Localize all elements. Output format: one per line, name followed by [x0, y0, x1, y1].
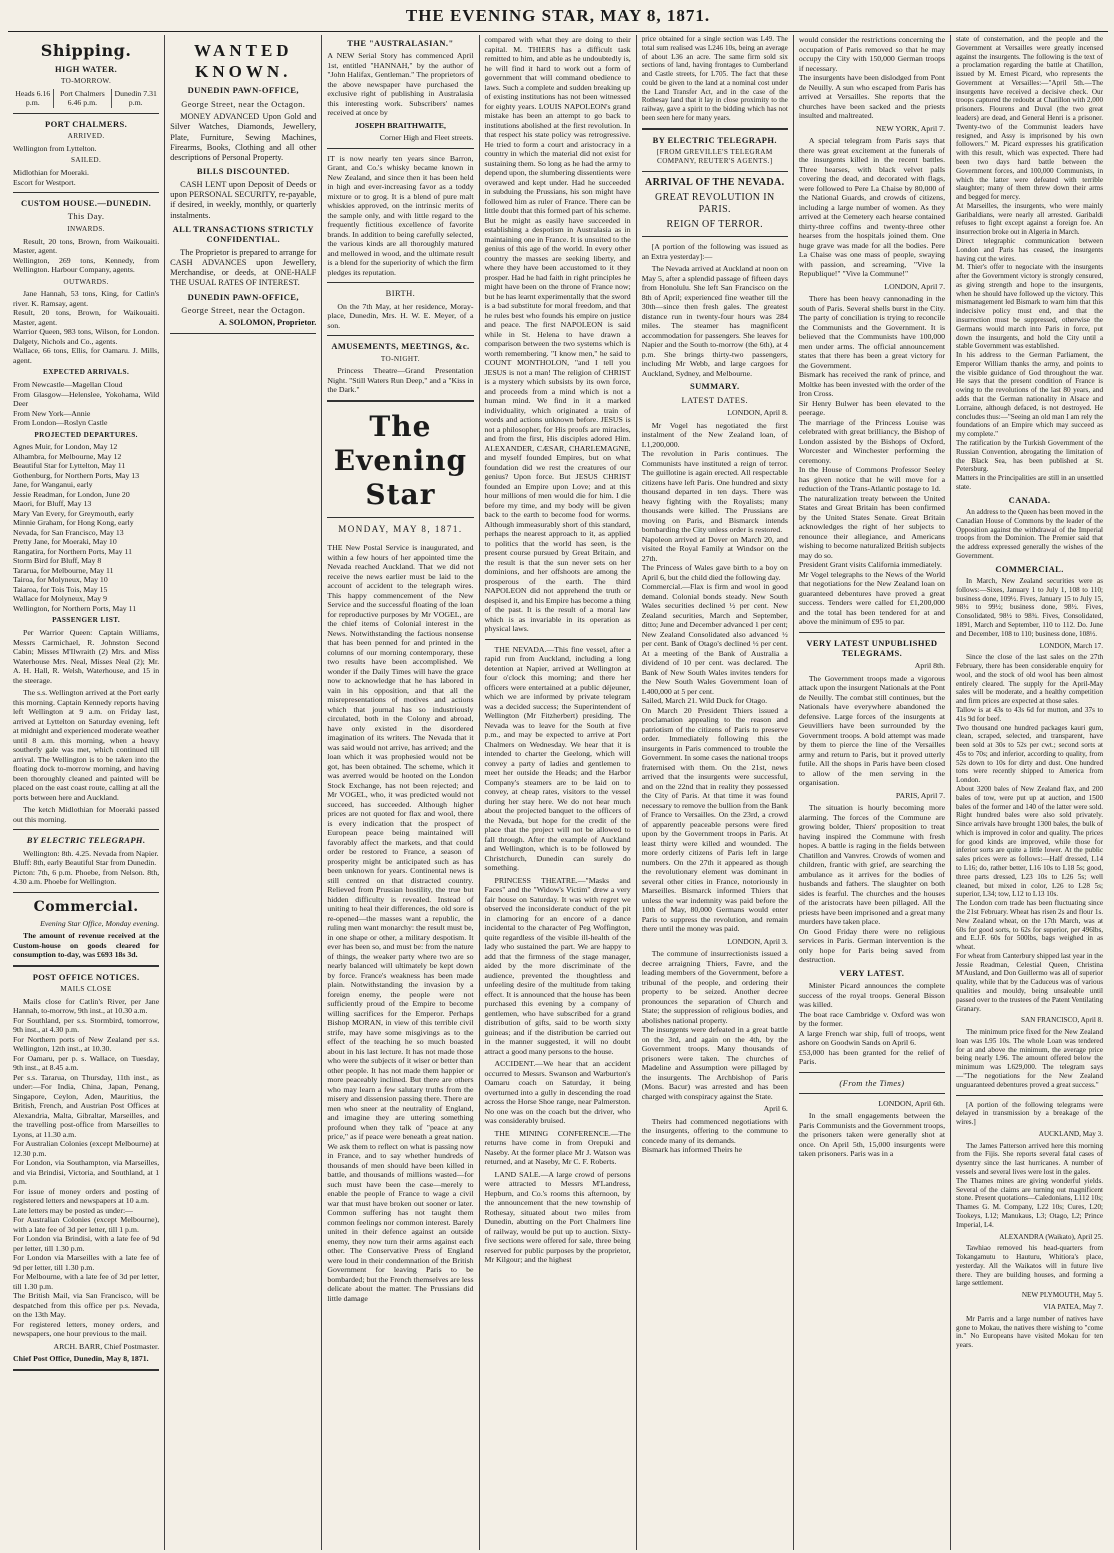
- pawn-address-2: George Street, near the Octagon.: [181, 304, 306, 315]
- leader-text: THE New Postal Service is inaugurated, and within a few hours of her appointed time the Nevada reached Auckland. That we did not receive the news earlier must be laid to the account of accident to the telegraph wires. This happy commencement of the New Service and the successful floating of the loan for reproductive purposes by Mr VOGEL, are the chief items of Colonial interest in the News. Notwithstanding the factious nonsense that has been penned for and printed in the columns of our morning contemporary, these two results have been accomplished. We wonder if the Daily Times will have the grace now to acknowledge that he has labored in vain in his opposition, and that all the misrepresentations of motives and actions which that journal has so industriously circulated, both in the Colony and abroad, have only existed in the disordered imagination of its writers. The Nevada that it was said would not arrive, has arrived; and the loan which it was prophesied would not be got, has been obtained. The scheme, which it was averred would be hooted on the London Stock Exchange, has not been rejected; and Mr VOGEL, who, it was predicted would not succeed, has succeeded. Although higher prices are not quoted for flax and wool, there is every indication that the prospect of European peace being maintained will favorably affect the markets, and that could order be restored to France, a season of prosperity might be anticipated such as has been unknown for years. Continental news is still centred on that distracted country. Relieved from Prussian hostility, the true but hidden difficulty is revealed. Instead of uniting to heal their differences, the old sore is re-opened—the masses want a republic, the ruling men want monarchy: the result must be, in one shape or other, a military despotism. It ever has been so, and must be: from the nature of things, the weaker party where two are so nearly balanced will ultimately be kept down by force. France's weakness has been made plain. Notwithstanding the invasion by a foreign enemy, the people were not sufficiently proud of the Empire to become willing sacrifices for the Emperor. Perhaps Bishop MORAN, in view of this terrible civil strife, may have some misgivings as to the effect of the teaching he so much boasted about in his last lecture. It has not made those who were the subjects of it wiser or better than other people. It has not made them happier or more peaceably inclined. But there are others who may learn a few salutary truths from the misery and dissension passing there. There are men who sneer at the neutrality of England, and imagine they are uttering something profound when they talk of "peace at any price," as if peace were beneath a great nation. We ask them to reflect on what is passing now in France, and to say whether hundreds of thousands of men should have been killed in battle, and thousands of millions wasted—for such must have been the case—merely to enable the people of France to wage a civil war that must have broken out sooner or later. Common suffering has not taught them common feelings nor common interest. Barely united in their defence against an outside enemy, they now turn their arms against each other. The Conservative Press of England were loud in their condemnation of the British Government for leaving Paris to be bombarded; but the French themselves are less delicate about the matter. The Prussians did little damage: [327, 543, 474, 1303]
- commercial-heading-2: COMMERCIAL.: [995, 563, 1064, 574]
- mails-close: MAILS CLOSE: [60, 985, 112, 993]
- from-times: (From the Times): [839, 1077, 905, 1088]
- australasian-title: THE "AUSTRALASIAN.": [347, 38, 454, 48]
- canada-text: An address to the Queen has been moved in the Canadian House of Commons by the leader of the Opposition against the withdrawal of the Imperial troops from the Dominion. The Premier said that the address expressed generally the wishes of the Government.: [956, 507, 1104, 560]
- telegraph-sub: [FROM GREVILLE'S TELEGRAM COMPANY, REUTER'S AGENTS.]: [656, 148, 773, 165]
- auckland-dateline: AUCKLAND, May 3.: [1038, 1129, 1104, 1138]
- pawn-address: George Street, near the Octagon.: [181, 98, 306, 109]
- canada-heading: CANADA.: [1008, 494, 1051, 505]
- wellington-text: The s.s. Wellington arrived at the Port early this morning. Captain Kennedy reports having left Wellington at 9 a.m. on Friday last, arrived at Lyttelton on Saturday evening, left at midnight and experienced moderate weather until 8 a.m. this morning, when a heavy southerly gale was met, which continued till arrival. The Wellington is to be taken into the floating dock to-morrow morning, and having been thoroughly cleaned and painted will be placed on the east coast route, calling at all the ports between here and Auckland.: [13, 688, 160, 802]
- hw-cell-port: Port Chalmers 6.46 p.m.: [53, 89, 112, 108]
- revolution-heading: GREAT REVOLUTION IN PARIS.: [654, 191, 775, 216]
- passenger-heading: PASSENGER LIST.: [52, 616, 121, 625]
- leader-continued: compared with what they are doing to their capital. M. THIERS has a difficult task remitted to him, and able as he undoubtedly is, he will find it hard to work out a form of government that will command obedience to laws. Such a complete and sudden breaking up of existing institutions has not been witnessed for eighty years. LOUIS NAPOLEON's grand mistake has been an attempt to go back to institutions abolished at the first revolution. In that respect his state policy was retrogressive. He tried to form a court and aristocracy in a country in which the material did not exist for sustaining them. So long as he had the army to depend upon, the slumbering dissentients were overawed and kept under. Had he succeeded in subduing the Prussians, his son might have followed him as ruler of France. There can be little doubt that this formed part of his scheme. But he might as easily have succeeded in establishing a despotism in Australasia as in maintaining one in France. It is unsuited to the genius of this age of the world. In every other country the masses are seeking liberty, and where they have been accustomed to it they prosper. Had he had faith in right principles he might have been on the throne of France now; but he has learnt experimentally that the sword is a bad substitute for moral freedom, and that he rules best who founds his empire on justice and peace. The first NAPOLEON is said while in St. Helena to have drawn a comparison between the two systems which is worth remembering. "I know men," he said to COUNT MONTHOLON, "and I tell you JESUS is not a man! The religion of CHRIST is a mystery which subsists by its own force, and proceeds from a mind which is not a human mind. We find in it a marked individuality, which originated a train of words and actions unknown before. JESUS is not a philosopher, for His proofs are miracles, and from the first, His disciples adored Him. ALEXANDER, CÆSAR, CHARLEMAGNE, and myself founded Empires, but on what foundation did we rest the creatures of our genius? Upon force. But JESUS CHRIST founded an Empire upon Love; and at this hour millions of men would die for him. I die before my time, and my body will be given back to the earth to become food for worms. Although immeasurably short of this standard, perhaps the nearest approach to it, as applied to politics that the world has seen, is the present course pursued by Great Britain, and the result is that the sun never sets on her dominions, and her offshoots are among the prosperous of the earth. The third NAPOLEON did not apprehend the truth or despised it, and his Empire has become a thing of the past. It is the result of a moral law which is as invariable in its operation as physical laws.: [484, 35, 631, 633]
- proprietor-text: The Proprietor is prepared to arrange for CASH ADVANCES upon Jewellery, Merchandise, or deeds, at ONE-HALF THE USUAL RATES OF INTEREST.: [170, 247, 317, 288]
- projected-heading: PROJECTED DEPARTURES.: [34, 430, 138, 439]
- san-francisco-text: The minimum price fixed for the New Zealand loan was L95 10s. The whole Loan was tendered for at and above the minimum, the average price being nearly L96. The amount offered below the minimum was L629,000. The telegram says—"The negotiations for the New Zealand unguaranteed debentures proved a great success.": [956, 1028, 1104, 1089]
- post-signature: ARCH. BARR, Chief Postmaster.: [53, 1341, 160, 1351]
- post-office-date: Chief Post Office, Dunedin, May 8, 1871.: [13, 1354, 149, 1364]
- cash-lent: CASH LENT upon Deposit of Deeds or upon PERSONAL SECURITY, re-payable, if desired, in weekly, monthly, or quarterly instalments.: [170, 179, 317, 220]
- inwards-label: INWARDS.: [67, 224, 105, 233]
- commercial-heading: Commercial.: [33, 898, 139, 915]
- post-heading: POST OFFICE NOTICES.: [32, 971, 140, 982]
- column-7: [951, 35, 1108, 1550]
- april-8-dateline: April 8th.: [914, 661, 946, 671]
- shipping-heading: Shipping.: [40, 41, 132, 60]
- via-patea-dateline: VIA PATEA, May 7.: [1043, 1302, 1104, 1311]
- amusements-heading: AMUSEMENTS, MEETINGS, &c.: [331, 341, 470, 352]
- newspaper-flag: The Evening Star: [333, 409, 468, 512]
- pawn-text: MONEY ADVANCED Upon Gold and Silver Watches, Diamonds, Jewellery, Plate, Furniture, Sewing Machines, Firearms, Books, Clothing and all other descriptions of Personal Property.: [170, 112, 317, 163]
- london-17-text: Since the close of the last sales on the 27th February, there has been considerable enquiry for wool, and the stock of old wool has been almost entirely cleared. The supply for the April-May sales will be moderate, and a healthy competition and firm prices are expected at those sales. Tallow is at 43s to 43s 6d for mutton, and 37s to 41s 9d for beef. Two thousand one hundred packages kauri gum, clean, scraped, selected, and transparent, have been sold at 30s to 52s per cwt.; second sorts at 45s to 70s; and inferior, according to quality, from 52s down to 10s for dirty and dust. One hundred tons were recently shipped to America from London. About 3200 bales of New Zealand flax, and 200 bales of tow, were put up at auction, and 1500 bales of the former and 140 of the latter were sold. Right hundred bales were also sold privately. Since arrivals have brought 1300 bales, the bulk of which is improved in color and quality. The prices for good kinds are improved, while those for inferior sorts are quite a little lower. At the public sales prices were as follows:—Half dressed, L14 to L16; do, rather better, L16 10s to L18 5s; good, three parts dressed, L23 10s to L26 5s; well cleaned, but mixed in color, L26 to L28 5s; superior, L34; tow, L12 to L13 10s. The London corn trade has been fluctuating since the 21st February. Wheat has risen 2s and flour 1s. New Zealand wheat, on the 17th March, was at 60s for good sorts, to 62s for superior, per 496lbs, and E.J.F. 60s for 500lbs, bags weighed in as wheat. For wheat from Canterbury shipped last year in the Jessie Readman, Celestial Queen, Christina M'Ausland, and Don Guillermo was all of superior quality, while that by the Caduceus was of various qualities and mouldy, being unsaleable until passed over to the trustees of the Patent Ventilating Granary.: [956, 653, 1104, 1013]
- tonight-label: TO-NIGHT.: [380, 354, 420, 363]
- april-6-text: Theirs had commenced negotiations with the insurgents, offering to the commune to concede many of its demands. Bismark has informed Theirs he: [641, 1116, 788, 1155]
- expected-text: From Newcastle—Magellan Cloud From Glasgow—Helenslee, Yokohama, Wild Deer From New York—Annie From London—Roslyn Castle: [13, 380, 160, 428]
- expected-heading: EXPECTED ARRIVALS.: [43, 368, 130, 377]
- extra-note: [A portion of the following was issued as an Extra yesterday]:—: [641, 242, 788, 261]
- amusements-text: Princess Theatre—Grand Presentation Night. "Still Waters Run Deep," and a "Kiss in the Dark.": [327, 366, 474, 395]
- latest-dates: LATEST DATES.: [681, 394, 748, 405]
- birth-heading: BIRTH.: [385, 288, 416, 299]
- high-water-title: HIGH WATER.: [54, 63, 118, 74]
- commercial-text: The amount of revenue received at the Custom-house on goods cleared for consumption to-day, was £693 18s 3d.: [13, 931, 160, 960]
- paris-7-text: The situation is hourly becoming more alarming. The forces of the Commune are growing bolder, Thiers' proposition to treat having inspired the Commune with fresh hopes. A battle is raging in the fields between Chatillon and Vanvres. Crowds of women and children, frantic with grief, are searching the ambulance as it arrives for the bodies of husbands and fathers. The slaughter on both sides is fearful. The churches and the houses of the aristocrats have been pillaged. All the priests have been imprisoned and a great many murders have taken place. On Good Friday there were no religious services in Paris. German intervention is the only hope for Paris being saved from destruction.: [798, 803, 946, 965]
- commercial-text-2: In March, New Zealand securities were as follows:—Sixes, January 1 to July 1, 108 to 110; business done, 109½. Fives, January 15 to July 15, 98½ to 99½; business done, 98½. Fives, Consolidated, 98½ to 98¾. Fives, Consolidated, 1891, March and September, 110 to 112. Do. June and December, 108 to 110; business done, 108½.: [956, 577, 1104, 638]
- inwards-text: Result, 20 tons, Brown, from Waikouaiti. Master, agent. Wellington, 269 tons, Kennedy, from Wellington. Harbour Company, agents.: [13, 236, 160, 275]
- hw-cell-dunedin: Dunedin 7.31 p.m.: [114, 88, 157, 108]
- new-plymouth-dateline: NEW PLYMOUTH, May 5.: [1021, 1291, 1104, 1300]
- col7-opening: state of consternation, and the people and the Government at Versailles were greatly incensed against the insurgents. The following is the text of a proclamation regarding the battle at Chatillon, issued by M. Ernest Picard, who represents the Government at Versailles:—"April 5th.—The insurgents have received a decisive check. Our troops captured the redoubt at Chatillon with 2,000 prisoners. Flourens and Duval (the two great leaders) are dead, and General Henri is a prisoner. Twenty-two of the Communist leaders have resigned, and Assy is imprisoned by his own followers." M. Picard expresses his gratification with this result, which was expected. There had been two days hard battle between the Government forces, and 100,000 Communists, in which the latter were defeated with terrible slaughter; many of them threw down their arms and begged for mercy. At Marseilles, the insurgents, who were mainly Garibaldians, were nearly all arrested. Garibaldi refuses to fight except against a foreign foe. An insurrection broke out in Algeria in March. Direct telegraphic communication between London and Paris has ceased, the insurgents having cut the wires. M. Thier's offer to negociate with the insurgents after the Government victory is strongly censured, as giving strength and hope to the insurgents, when he should have followed up the victory. This mismanagement led Bismark to warn him that this indecisive policy must end, and that the insurrection must be suppressed, otherwise the Germans would march into Paris in force, put down the insurgents, and hold the City until a stable Government was established. In his address to the German Parliament, the Emperor William thanks the army, and points to the visible guidance of God throughout the war. He says that the present condition of France is owing to the revolutions of the last 80 years, and adds that the German nationality in Alsace and Lorraine, although defaced, is not destroyed. He concludes thus:—"Seeing an old man I am rely the foundations of an Empire which may succeed as my complete." The ratification by the Turkish Government of the Russian Convention, abrogating the limitation of the Black Sea, has been published at St. Petersburg. Matters in the Principalities are still in an unsettled state.: [956, 35, 1104, 491]
- high-water-sub: TO-MORROW.: [61, 76, 112, 85]
- telegraph-heading: BY ELECTRIC TELEGRAPH.: [26, 835, 146, 846]
- very-latest-heading: VERY LATEST.: [839, 967, 905, 978]
- london-6-dateline: LONDON, April 6th.: [878, 1098, 946, 1108]
- high-water-table: [13, 89, 159, 108]
- arrived-label: ARRIVED.: [67, 132, 105, 141]
- column-1: [8, 35, 165, 1550]
- col6-opening: would consider the restrictions concerning the occupation of Paris removed so that he may occupy the City with 150,000 German troops if necessary. The insurgents have been dislodged from Pont de Neuilly. A sun who escaped from Paris has arrived at Versailles. She reports that the churches have been sacked and the priests insulted and maltreated.: [798, 35, 946, 120]
- new-york-text: A special telegram from Paris says that there was great excitement at the funerals of the insurgents killed in the recent battles. Three hearses, with black velvet palls covering the dead, and decorated with flags, were followed to Pere La Chaise by 80,000 of the National Guards, and crowds of citizens, including a large number of women. As they arrived at the Cemetery each hearse contained thirty-three coffins and twenty-three other hearses from the hospitals joined them. One huge grave was made for all the bodies. Pere La Chaise was one mass of people, swaying with passion, and screaming, "Vive la Republique!" "Vive la Commune!": [798, 136, 946, 278]
- australasian-text: A NEW Serial Story has commenced April 1st, entitled "HANNAH," by the author of "John Halifax, Gentleman." The proprietors of the above newspaper have purchased the exclusive right of publishing in Australasia this interesting work. Subscribers' names received at once by: [327, 51, 474, 118]
- sailed-text: Midlothian for Moeraki. Escort for Westport.: [13, 168, 90, 187]
- commercial-sub: Evening Star Office, Monday evening.: [40, 918, 160, 928]
- portion-note: [A portion of the following telegrams were delayed in transmission by a breakage of the wires.]: [956, 1100, 1104, 1127]
- birth-text: On the 7th May, at her residence, Moray-place, Dunedin, Mrs. H. W. E. Meyer, of a son.: [327, 301, 474, 330]
- accident-para: ACCIDENT.—We hear that an accident occurred to Messrs. Swanson and Warburton's Oamaru coach on Saturday, it being overturned into a gully in descending the road across the Horse Shoe range, near Palmerston. No one was on the coach but the driver, who was considerably bruised.: [484, 1059, 631, 1125]
- port-title: PORT CHALMERS.: [45, 118, 128, 129]
- australasian-address: Corner High and Fleet streets.: [379, 133, 474, 143]
- column-4: [480, 35, 637, 1550]
- landsale-para: LAND SALE.—A large crowd of persons were attracted to Messrs M'Landress, Hepburn, and Co.'s rooms this afternoon, by the announcement that the new township of Rothesay, situated about two miles from Dunedin, abutting on the Port Chalmers line of railway, would be put up to auction. Sixty-five sections were offered for sale, three being reserved for public purposes by the proprietor, Mr Kilgour; and the highest: [484, 1169, 631, 1264]
- column-5: [637, 35, 794, 1550]
- terror-heading: REIGN OF TERROR.: [666, 219, 764, 231]
- princess-para: PRINCESS THEATRE.—"Masks and Faces" and the "Widow's Victim" drew a very fair house on Saturday. It was with regret we observed the inconsiderate conduct of the pit in clamoring for an encore of a dance incidental to the character of Peg Woffington, quite regardless of the visible ill-health of the lady who sustained the part. We are happy to add that the firmness of the stage manager, aided by the more discriminate of the audience, prevented the thoughtless and unfeeling desire of the multitude from taking effect. It is announced that the house has been purchased this evening by a company of gentlemen, who have subscribed for a grand distribution of gifts, said to be worth sixty guineas; and if the distribution be carried out in the manner suggested, it will no doubt attract a good many persons to the house.: [484, 875, 631, 1056]
- arrival-heading: ARRIVAL OF THE NEVADA.: [644, 176, 785, 188]
- london-17-dateline: LONDON, March 17.: [1039, 641, 1104, 650]
- auckland-text: The James Patterson arrived here this morning from the Fijis. She reports several fatal cases of dysentry since the last hurricanes. A number of vessels and several lives were lost in the gales. The Thames mines are giving wonderful yields. Several of the claims are turning out magnificent stone. Present quotations—Caledonians, L112 10s; Thames G. M. Company, L22 10s; Cures, L20; Tookeys, L12; Manukaus, L3; Otago, L2; Prince Imperial, L4.: [956, 1141, 1104, 1229]
- bills-discounted: BILLS DISCOUNTED.: [196, 166, 290, 177]
- custom-title: CUSTOM HOUSE.—DUNEDIN.: [20, 198, 152, 209]
- paris-7-dateline: PARIS, April 7.: [895, 790, 946, 800]
- strictly-confidential: ALL TRANSACTIONS STRICTLY CONFIDENTIAL.: [172, 223, 314, 245]
- sailed-label: SAILED.: [71, 156, 102, 165]
- projected-text: Agnes Muir, for London, May 12 Alhambra, for Melbourne, May 12 Beautiful Star for Lyttelton, May 11 Gothenburg, for Northern Ports, May 13 Jane, for Wanganui, early Jessie Readman, for London, June 20 Maori, for Bluff, May 13 Mary Van Every, for Greymouth, early Minnie Graham, for Hong Kong, early Nevada, for San Francisco, May 13 Pretty Jane, for Moeraki, May 10 Rangatira, for Northern Ports, May 11 Storm Bird for Bluff, May 8 Tararua, for Melbourne, May 11 Tairoa, for Molyneux, May 10 Taiaroa, for Tois Tois, May 15 Wallace for Molyneux, May 9 Wellington, for Northern Ports, May 11: [13, 442, 140, 613]
- unpublished-text: The Government troops made a vigorous attack upon the insurgent Nationals at the Pont de Neuilly. The combat still continues, but the Nationals have everywhere abandoned the defensive. Large forces of the insurgents at Geuvilliers have been surrounded by the Government troops. A bold attempt was made by them to pierce the line of the Versailles army and return to Paris, but it proved utterly futile. All the shops in Paris have been closed to allow of the men serving in the organisation.: [798, 673, 946, 788]
- arrived-text: Wellington from Lyttelton.: [13, 143, 97, 153]
- masthead: THE EVENING STAR, MAY 8, 1871.: [8, 6, 1108, 32]
- issue-date: MONDAY, MAY 8, 1871.: [338, 524, 463, 535]
- unpublished-heading: VERY LATEST UNPUBLISHED TELEGRAMS.: [806, 637, 938, 658]
- very-latest-text: Minister Picard announces the complete success of the royal troops. General Bisson was killed. The boat race Cambridge v. Oxford was won by the former. A large French war ship, full of troops, went ashore on Goodwin Sands on April 6. £53,000 has been granted for the relief of Paris.: [798, 981, 946, 1067]
- post-text: Mails close for Catlin's River, per Jane Hannah, to-morrow, 9th inst., at 10.30 a.m. For Southland, per s.s. Stormbird, tomorrow, 9th inst., at 4.30 p.m. For Northern ports of New Zealand per s.s. Wellington, 12th inst., at 10.30. For Oamaru, per p. s. Wallace, on Tuesday, 9th inst., at 8.45 a.m. Per s.s. Tararua, on Thursday, 11th inst., as under:—For India, China, Japan, Penang, Singapore, Ceylon, Aden, Mauritius, the British, French, and Austrian Post Offices at Alexandria, Malta, Gibraltar, Marseilles, and the travelling post-office from Marseilles to Lyons, at 11.30 a.m. For Australian Colonies (except Melbourne) at 12.30 p.m. For London, via Southampton, via Marseilles, and via Brindisi, Victoria, and Southland, at 1 p.m. For issue of money orders and posting of registered letters and newspapers at 10 a.m. Late letters may be posted as under:— For Australian Colonies (except Melbourne), with a late fee of 3d per letter, till 1 p.m. For London via Brindisi, with a late fee of 9d per letter, till 1.30 p.m. For London via Marseilles with a late fee of 9d per letter, till 1.30 p.m. For Melbourne, with a late fee of 3d per letter, till 1.30 p.m. The British Mail, via San Francisco, will be despatched from this office per p.s. Nevada, on the 13th May. For registered letters, money orders, and newspapers, one hour previous to the mail.: [13, 996, 160, 1339]
- london-3-dateline: LONDON, April 3.: [727, 936, 788, 946]
- barron-text: IT is now nearly ten years since Barron, Grant, and Co.'s whisky became known in New Zealand, and since then it has been held in high and ever-increasing favor as a toddy mixture or to grog. It is a blend of pure malt whiskies approved, on the intrinsic merits of the sample only, and with little regard to the frequently fictitious excellence of favorite brands. In addition to being carefully selected, the various kinds are all thoroughly matured and mellowed in wood, and the ultimate result is a blend for the superiority of which the firm pledges its reputation.: [327, 153, 474, 277]
- telegraph-text: Wellington: 8th. 4.25. Nevada from Napier. Bluff: 8th, early Beautiful Star from Dunedin. Picton: 7th, 6 p.m. Phoebe, from Nelson. 8th, 4.30 a.m. Phoebe for Wellington.: [13, 848, 160, 887]
- summary-text: Mr Vogel has negotiated the first instalment of the New Zealand loan, of L1,200,000. The revolution in Paris continues. The Communists have instituted a reign of terror. The guillotine is again erected. All respectable citizens have left Paris. One hundred and sixty thousand departed in ten days. There was heavy fighting with the Royalists; many thousands were killed. The Prussians are moving on Paris, and Bismarck intends bombarding the City unless order is restored. Napoleon arrived at Dover on March 20, and visited the Royal Family at Windsor on the 27th. The Princess of Wales gave birth to a boy on April 6, but the child died the following day. Commercial.—Flax is firm and wool in good demand. Colonial bonds steady. New South Wales securities declined ½ per cent. New Zealand securities, March and September, ditto; June and December advanced 1 per cent; New Zealand Consolidated also advanced ½ per cent. Bank of Otago's declined ½ per cent. At a meeting of the Bank of Australia a dividend of 10 per cent. was declared. The Bank of New South Wales invites tenders for the New South Wales Government loan of L400,000 at 5 per cent. Sailed, March 21. Wild Duck for Otago. On March 20 President Thiers issued a proclamation appealing to the reason and patriotism of the citizens of Paris to preserve order. Immediately following this the insurgents in Paris commenced to trouble the Government. In some cases the national troops fraternised with them. On the 21st, news arrived that the insurgents were successful, and on the 22nd that in reality they possessed the City of Paris. At that time it was found necessary to remove the bullion from the Bank of France to Versailles. On the 23rd, a crowd of apparently peaceable persons were fired upon by the Government troops in Paris. At least thirty were killed and wounded. The more orderly citizens of Paris left in large numbers. On the 27th it appeared as though the revolutionary element was dominant in several other cities in France, notoriously in Marseilles. Bismarck informed Thiers that unless the war indemnity was paid before the 10th of May, 80,000 Germans would enter Paris to suppress the revolution, and remain there until the money was paid.: [641, 420, 788, 934]
- nevada-para: THE NEVADA.—This fine vessel, after a rapid run from Auckland, including a long detention at Napier, arrived at Wellington at four o'clock this morning; and there her officers were entertained at a public déjeuner, which we are informed by private telegram was a decided success; the Superintendent of Wellington (Mr Fitzherbert) presiding. The Nevada was to leave for the South at five p.m., and may be expected to arrive at Port Chalmers on Wednesday. We hear that it is intended to charter the Geelong, which will convey a party of ladies and gentlemen to meet her outside the Heads; and the Harbor Company's steamers are to be laid on to convey, at cheap rates, visitors to the vessel during her stay here. We do not hear much about the projected banquet to the officers of the Nevada, but hope for the credit of the place that the project will not be allowed to fall through. After the example of Auckland and Wellington, which is to be followed by Christchurch, Dunedin can surely do something.: [484, 644, 631, 872]
- alexandra-text: Tawhiao removed his head-quarters from Tokangamutu to Hauturu, Whitiora's place, yesterday. All the Waikatos will in future live there. They are building houses, and forming a large settlement.: [956, 1244, 1104, 1288]
- london-7-dateline: LONDON, April 7.: [884, 281, 946, 291]
- pawn-signature: A. SOLOMON, Proprietor.: [218, 318, 317, 328]
- pawn-title-2: DUNEDIN PAWN-OFFICE,: [187, 291, 299, 302]
- wanted-heading: WANTED KNOWN.: [193, 41, 293, 81]
- column-6: [794, 35, 951, 1550]
- london-8-dateline: LONDON, April 8.: [727, 408, 788, 418]
- australasian-signature: JOSEPH BRAITHWAITE,: [354, 120, 446, 130]
- summary-heading: SUMMARY.: [689, 381, 740, 392]
- outwards-label: OUTWARDS.: [63, 277, 109, 286]
- london-6-text: In the small engagements between the Paris Communists and the Government troops, the prisoners taken were generally shot at once. On April 5th, 15,000 insurgents were taken prisoners. Paris was in a: [798, 1111, 946, 1159]
- mining-para: THE MINING CONFERENCE.—The returns have come in from Orepuki and Naseby. At the former place Mr J. Watson was returned, and at Naseby, Mr C. F. Roberts.: [484, 1128, 631, 1166]
- hw-cell-heads: Heads 6.16 p.m.: [13, 89, 53, 108]
- outwards-text: Jane Hannah, 53 tons, King, for Catlin's river. K. Ramsay, agent. Result, 20 tons, Brown, for Waikouaiti. Master, agent. Warrior Queen, 983 tons, Wilson, for London. Dalgety, Nichols and Co., agents. Wallace, 66 tons, Ellis, for Oamaru. J. Mills, agent.: [13, 289, 160, 365]
- pawn-title: DUNEDIN PAWN-OFFICE,: [187, 85, 299, 96]
- column-3: [322, 35, 479, 1550]
- london-7-text: There has been heavy cannonading in the south of Paris. Several shells burst in the City. The party of conciliation is trying to reconcile the Communists and the Government. It is believed that the Communists have 100,000 men under arms. The official announcement states that there has been a great victory for the Government. Bismark has received the rank of prince, and Moltke has been invested with the order of the Iron Cross. Sir Henry Bulwer has been elevated to the peerage. The marriage of the Princess Louise was celebrated with great brilliancy, the Bishop of London assisted by the Bishops of Oxford, Worcester and Winchester performing the ceremony. In the House of Commons Professor Seeley has given notice that he will move for a reduction of the Trans-Atlantic postage to 1d. The naturalization treaty between the United States and Great Britain has been confirmed by the United States Senate. Great Britain acknowledges the right of her subjects to renounce their allegiance, and Americans wishing to become naturalized British subjects may do so. President Grant visits California immediately. Mr Vogel telegraphs to the News of the World that negotiations for the New Zealand loan on guaranteed debentures have proved a great success. Tenders were called for £1,200,000 and the total has been tendered for at and above the minimum of £95 to par.: [798, 294, 946, 626]
- ketch-text: The ketch Midlothian for Moeraki passed out this morning.: [13, 805, 160, 824]
- new-plymouth-text: Mr Parris and a large number of natives have gone to Mokau, the natives there wishing to "come in." No Europeans have visited Mokau for ten years.: [956, 1314, 1104, 1350]
- april-6-dateline: April 6.: [763, 1104, 788, 1114]
- columns: [8, 35, 1108, 1550]
- new-york-dateline: NEW YORK, April 7.: [875, 123, 946, 133]
- passenger-text: Per Warrior Queen: Captain Williams, Messrs Carmichael, R. Johnston Second Cabin; Misses M'Ilwraith (2) Mrs. and Miss Waterhouse Mrs. Neal, Misses Neal (2); Mr. A. H. Hall, R. Welsh, Waterhouse, and 15 in the steerage.: [13, 628, 160, 685]
- telegraph-heading-2: BY ELECTRIC TELEGRAPH.: [652, 134, 777, 145]
- this-day: This Day.: [67, 211, 105, 222]
- landsale-continued: price obtained for a single section was L49. The total sum realised was L246 10s, being an average of about L36 an acre. The same firm sold six sections of land, having frontages to Cumberland and Castle streets, for L705. The fact that these could be given to the land at a nominal cost under the Land Transfer Act, and in the case of the Rothesay land that it lay in close proximity to the railway, gave a spirit to the bidding which has not been seen here for many years.: [641, 35, 788, 123]
- alexandra-dateline: ALEXANDRA (Waikato), April 25.: [999, 1232, 1104, 1241]
- column-2: [165, 35, 322, 1550]
- san-francisco-dateline: SAN FRANCISCO, April 8.: [1020, 1016, 1104, 1025]
- nevada-arrival-text: The Nevada arrived at Auckland at noon on May 5, after a splendid passage of fifteen days from Honolulu. She left San Francisco on the 8th of April; experienced fine weather till the 30th—since then fresh gales. The greatest distance run in twenty-four hours was 284 miles. The steamer has magnificent accommodation for passengers. She leaves for Napier and the South to-morrow (the 6th), at 4 p.m. She brings thirty-two passengers, including Mr Webb, and large cargoes for Auckland, Sydney, and Melbourne.: [641, 264, 788, 378]
- commune-text: The commune of insurrectionists issued a decree arraigning Thiers, Favre, and the leading members of the Government, before a tribunal of the people, and ordering their property to be seized. Another decree pronounces the separation of Church and State; the suppression of religious bodies, and abolishes national property. The insurgents were defeated in a great battle on the 3rd, and again on the 4th, by the Government troops. Many thousands of prisoners were taken. The churches of Madeline and Assumption were pillaged by the insurgents. The Archbishop of Paris (Mons. Bacur) was arrested and has been charged with conspiracy against the State.: [641, 949, 788, 1101]
